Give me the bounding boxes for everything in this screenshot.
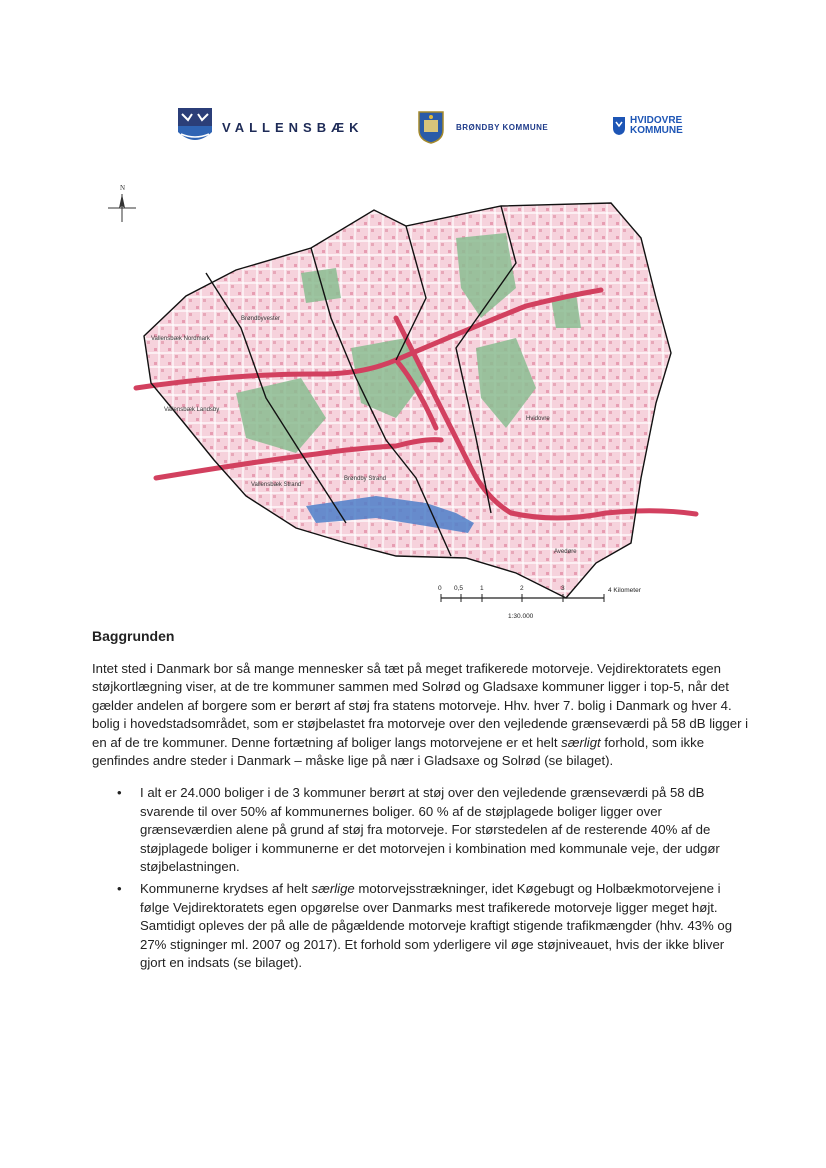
intro-paragraph: Intet sted i Danmark bor så mange mennesker så tæt på meget trafikerede motorveje. Vejdirektoratets egen støjkortlægning viser, at de tre kommuner sammen med Solrød og Gladsaxe kommuner ligger i top-5, når det gælder andelen af borgere som er berørt af støj fra statens motorveje. Hhv. hver 7. bolig i Danmark og hver 4. bolig i hovedstadsområdet, som er støjbelastet fra motorveje over den vejledende grænseværdi på 58 dB ligger i en af de tre kommuner. Denne fortætning af boliger langs motorvejene er et helt særligt forhold, som ikke genfindes andre steder i Danmark – måske lige på nær i Gladsaxe og Solrød (se bilaget). xyxy=(92,661,749,769)
background-section xyxy=(92,628,752,977)
hvidovre-logo-line1: HVIDOVRE xyxy=(630,115,683,126)
map-label-vallensbaek-strand: Vallensbæk Strand xyxy=(251,482,302,488)
map-label-brondby-strand: Brøndby Strand xyxy=(344,476,387,482)
hvidovre-shield-icon xyxy=(612,116,626,136)
map-label-avedore: Avedøre xyxy=(554,549,577,555)
hvidovre-logo-text xyxy=(630,116,683,136)
scale-ratio: 1:30.000 xyxy=(508,613,534,620)
map-label-brondbyvester: Brøndbyvester xyxy=(241,316,281,322)
scale-tick-3: 3 xyxy=(561,585,565,592)
brondby-logo-text: BRØNDBY KOMMUNE xyxy=(456,122,549,132)
scale-tick-4: 4 Kilometer xyxy=(608,587,641,594)
map-label-vallensbaek-nordmark: Vallensbæk Nordmark xyxy=(151,336,210,342)
noise-area-map xyxy=(96,178,746,630)
vallensbaek-shield-icon xyxy=(178,108,212,146)
list-item: • I alt er 24.000 boliger i de 3 kommuner berørt at støj over den vejledende grænseværdi på 58 dB svarende til over 50% af kommunernes boliger. 60 % af de støjplagede boliger ligger over grænseværdien alene på grund af støj fra motorveje. For størstedelen af de resterende 40% af de støjplagede boliger i kommunerne er det motorvejen i kombination med kommunale veje, der udgør støjbelastningen. xyxy=(117,785,720,875)
vallensbaek-logo-text: VALLENSBÆK xyxy=(222,119,364,135)
vallensbaek-logo xyxy=(178,108,363,146)
section-heading: Baggrunden xyxy=(92,628,175,644)
bullet-marker: • xyxy=(117,881,122,897)
hvidovre-logo-line2: KOMMUNE xyxy=(630,125,683,136)
bullet-list xyxy=(92,784,752,972)
scale-tick-1: 1 xyxy=(480,585,484,592)
map-label-hvidovre: Hvidovre xyxy=(526,416,550,422)
list-item: • Kommunerne krydses af helt særlige motorvejsstrækninger, idet Køgebugt og Holbækmotorvejene i følge Vejdirektoratets egen opgørelse over Danmarks mest trafikerede motorveje ligger meget højt. Samtidigt opleves der på alle de pågældende motorveje kraftigt stigende trafikmængder (hhv. 43% og 27% stigninger ml. 2007 og 2017). Et forhold som yderligere vil øge støjniveauet, hvis der ikke bliver gjort en indsats (se bilaget). xyxy=(117,881,733,971)
bullet-marker: • xyxy=(117,785,122,801)
scale-tick-0-5: 0,5 xyxy=(454,585,464,592)
scale-bar xyxy=(438,585,642,620)
scale-tick-2: 2 xyxy=(520,585,524,592)
north-label: N xyxy=(120,184,126,192)
north-arrow-icon xyxy=(108,184,136,222)
map-svg xyxy=(96,178,746,630)
map-label-vallensbaek-landsby: Vallensbæk Landsby xyxy=(164,407,220,413)
brondby-logo xyxy=(418,110,548,144)
brondby-crest-icon xyxy=(418,110,444,144)
scale-tick-0: 0 xyxy=(438,585,442,592)
hvidovre-logo xyxy=(612,116,683,136)
